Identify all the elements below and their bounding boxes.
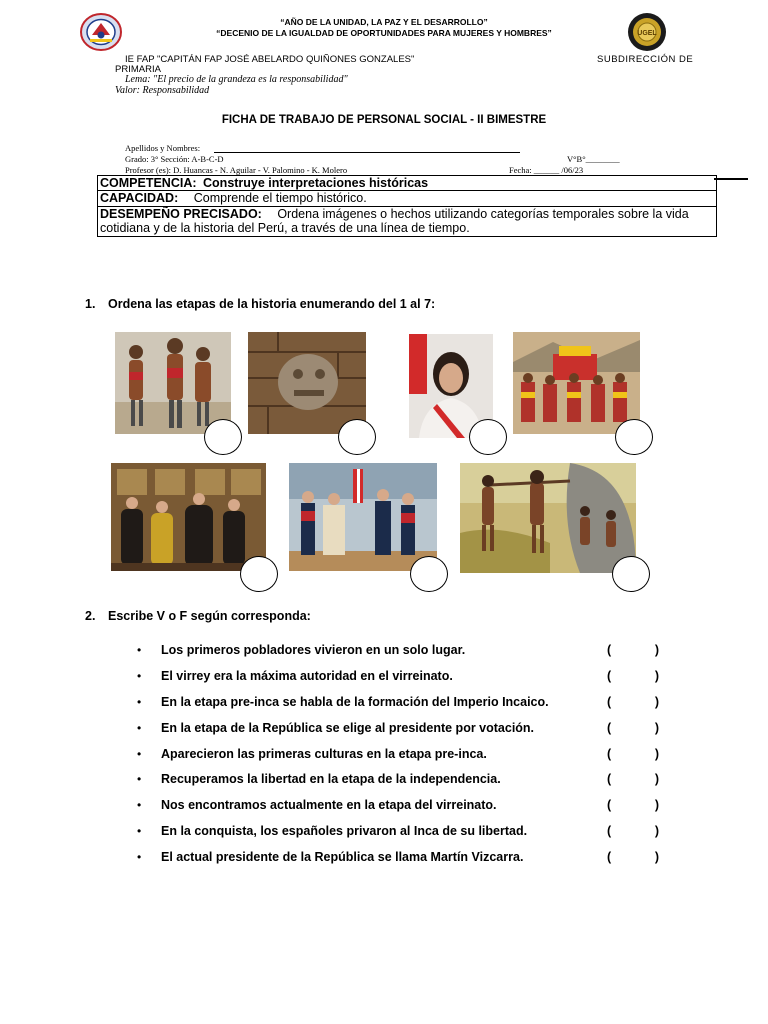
statement-8: En la conquista, los españoles privaron al Inca de su libertad.	[161, 824, 528, 838]
answer-blank-4[interactable]: ( )	[607, 721, 659, 735]
svg-text:UGEL: UGEL	[637, 30, 657, 37]
image-stone-head	[248, 332, 366, 434]
bullet: •	[137, 798, 142, 812]
statement-7: Nos encontramos actualmente en la etapa del virreinato.	[161, 798, 497, 812]
statement-4: En la etapa de la República se elige al presidente por votación.	[161, 721, 535, 735]
answer-blank-3[interactable]: ( )	[607, 695, 659, 709]
competency-table	[97, 175, 717, 237]
answer-circle-stone-head[interactable]	[338, 419, 376, 455]
bullet: •	[137, 695, 142, 709]
answer-blank-9[interactable]: ( )	[607, 850, 659, 864]
school-name: IE FAP "CAPITÁN FAP JOSÉ ABELARDO QUIÑONES GONZALES"	[125, 54, 415, 65]
names-label: Apellidos y Nombres:	[125, 143, 201, 153]
lema-text: Lema: "El precio de la grandeza es la responsabilidad"	[125, 74, 348, 85]
subdirection-label: SUBDIRECCIÓN DE	[597, 54, 694, 65]
bullet: •	[137, 669, 142, 683]
desempeno-row: DESEMPEÑO PRECISADO: Ordena imágenes o hechos utilizando categorías temporales sobre la vida cotidiana y de la historia del Perú, a través de una línea de tiempo.	[100, 207, 689, 235]
image-inca	[513, 332, 640, 434]
bullet: •	[137, 721, 142, 735]
vb-label: V°B°________	[567, 154, 620, 164]
question-1-number: 1.	[85, 297, 96, 311]
answer-circle-independence[interactable]	[410, 556, 448, 592]
statement-5: Aparecieron las primeras culturas en la etapa pre-inca.	[161, 747, 487, 761]
bullet: •	[137, 643, 142, 657]
level-label: PRIMARIA	[115, 64, 161, 75]
statement-2: El virrey era la máxima autoridad en el virreinato.	[161, 669, 453, 683]
answer-blank-7[interactable]: ( )	[607, 798, 659, 812]
statement-6: Recuperamos la libertad en la etapa de la independencia.	[161, 772, 501, 786]
question-2-number: 2.	[85, 609, 96, 623]
grade-label: Grado: 3° Sección: A-B-C-D	[125, 154, 224, 164]
names-line[interactable]	[214, 152, 520, 153]
answer-circle-conquest[interactable]	[204, 419, 242, 455]
bullet: •	[137, 850, 142, 864]
answer-blank-8[interactable]: ( )	[607, 824, 659, 838]
statement-9: El actual presidente de la República se llama Martín Vizcarra.	[161, 850, 524, 864]
image-independence	[289, 463, 437, 571]
bullet: •	[137, 747, 142, 761]
answer-circle-inca[interactable]	[615, 419, 653, 455]
competencia-row: COMPETENCIA: Construye interpretaciones históricas	[98, 176, 716, 191]
answer-blank-6[interactable]: ( )	[607, 772, 659, 786]
image-viceroyalty	[111, 463, 266, 571]
page-title: FICHA DE TRABAJO DE PERSONAL SOCIAL - II BIMESTRE	[221, 114, 547, 126]
answer-blank-1[interactable]: ( )	[607, 643, 659, 657]
answer-circle-viceroyalty[interactable]	[240, 556, 278, 592]
teachers-label: Profesor (es): D. Huancas - N. Aguilar - V. Palomino - K. Molero	[125, 165, 348, 175]
bullet: •	[137, 824, 142, 838]
answer-blank-2[interactable]: ( )	[607, 669, 659, 683]
question-1-text: Ordena las etapas de la historia enumerando del 1 al 7:	[108, 297, 436, 311]
header-motto-1: “AÑO DE LA UNIDAD, LA PAZ Y EL DESARROLLO”	[280, 17, 488, 27]
answer-blank-5[interactable]: ( )	[607, 747, 659, 761]
question-2-text: Escribe V o F según corresponda:	[108, 609, 311, 623]
statement-3: En la etapa pre-inca se habla de la formación del Imperio Incaico.	[161, 695, 549, 709]
image-first-settlers	[460, 463, 636, 573]
date-label: Fecha: ______ /06/23	[509, 165, 584, 175]
answer-circle-first-settlers[interactable]	[612, 556, 650, 592]
table-divider-line	[714, 178, 748, 180]
answer-circle-president[interactable]	[469, 419, 507, 455]
capacidad-row: CAPACIDAD: Comprende el tiempo histórico.	[98, 191, 716, 207]
image-conquest	[115, 332, 231, 434]
bullet: •	[137, 772, 142, 786]
statement-1: Los primeros pobladores vivieron en un solo lugar.	[161, 643, 466, 657]
header-motto-2: “DECENIO DE LA IGUALDAD DE OPORTUNIDADES PARA MUJERES Y HOMBRES”	[216, 28, 552, 38]
valor-text: Valor: Responsabilidad	[115, 85, 210, 96]
